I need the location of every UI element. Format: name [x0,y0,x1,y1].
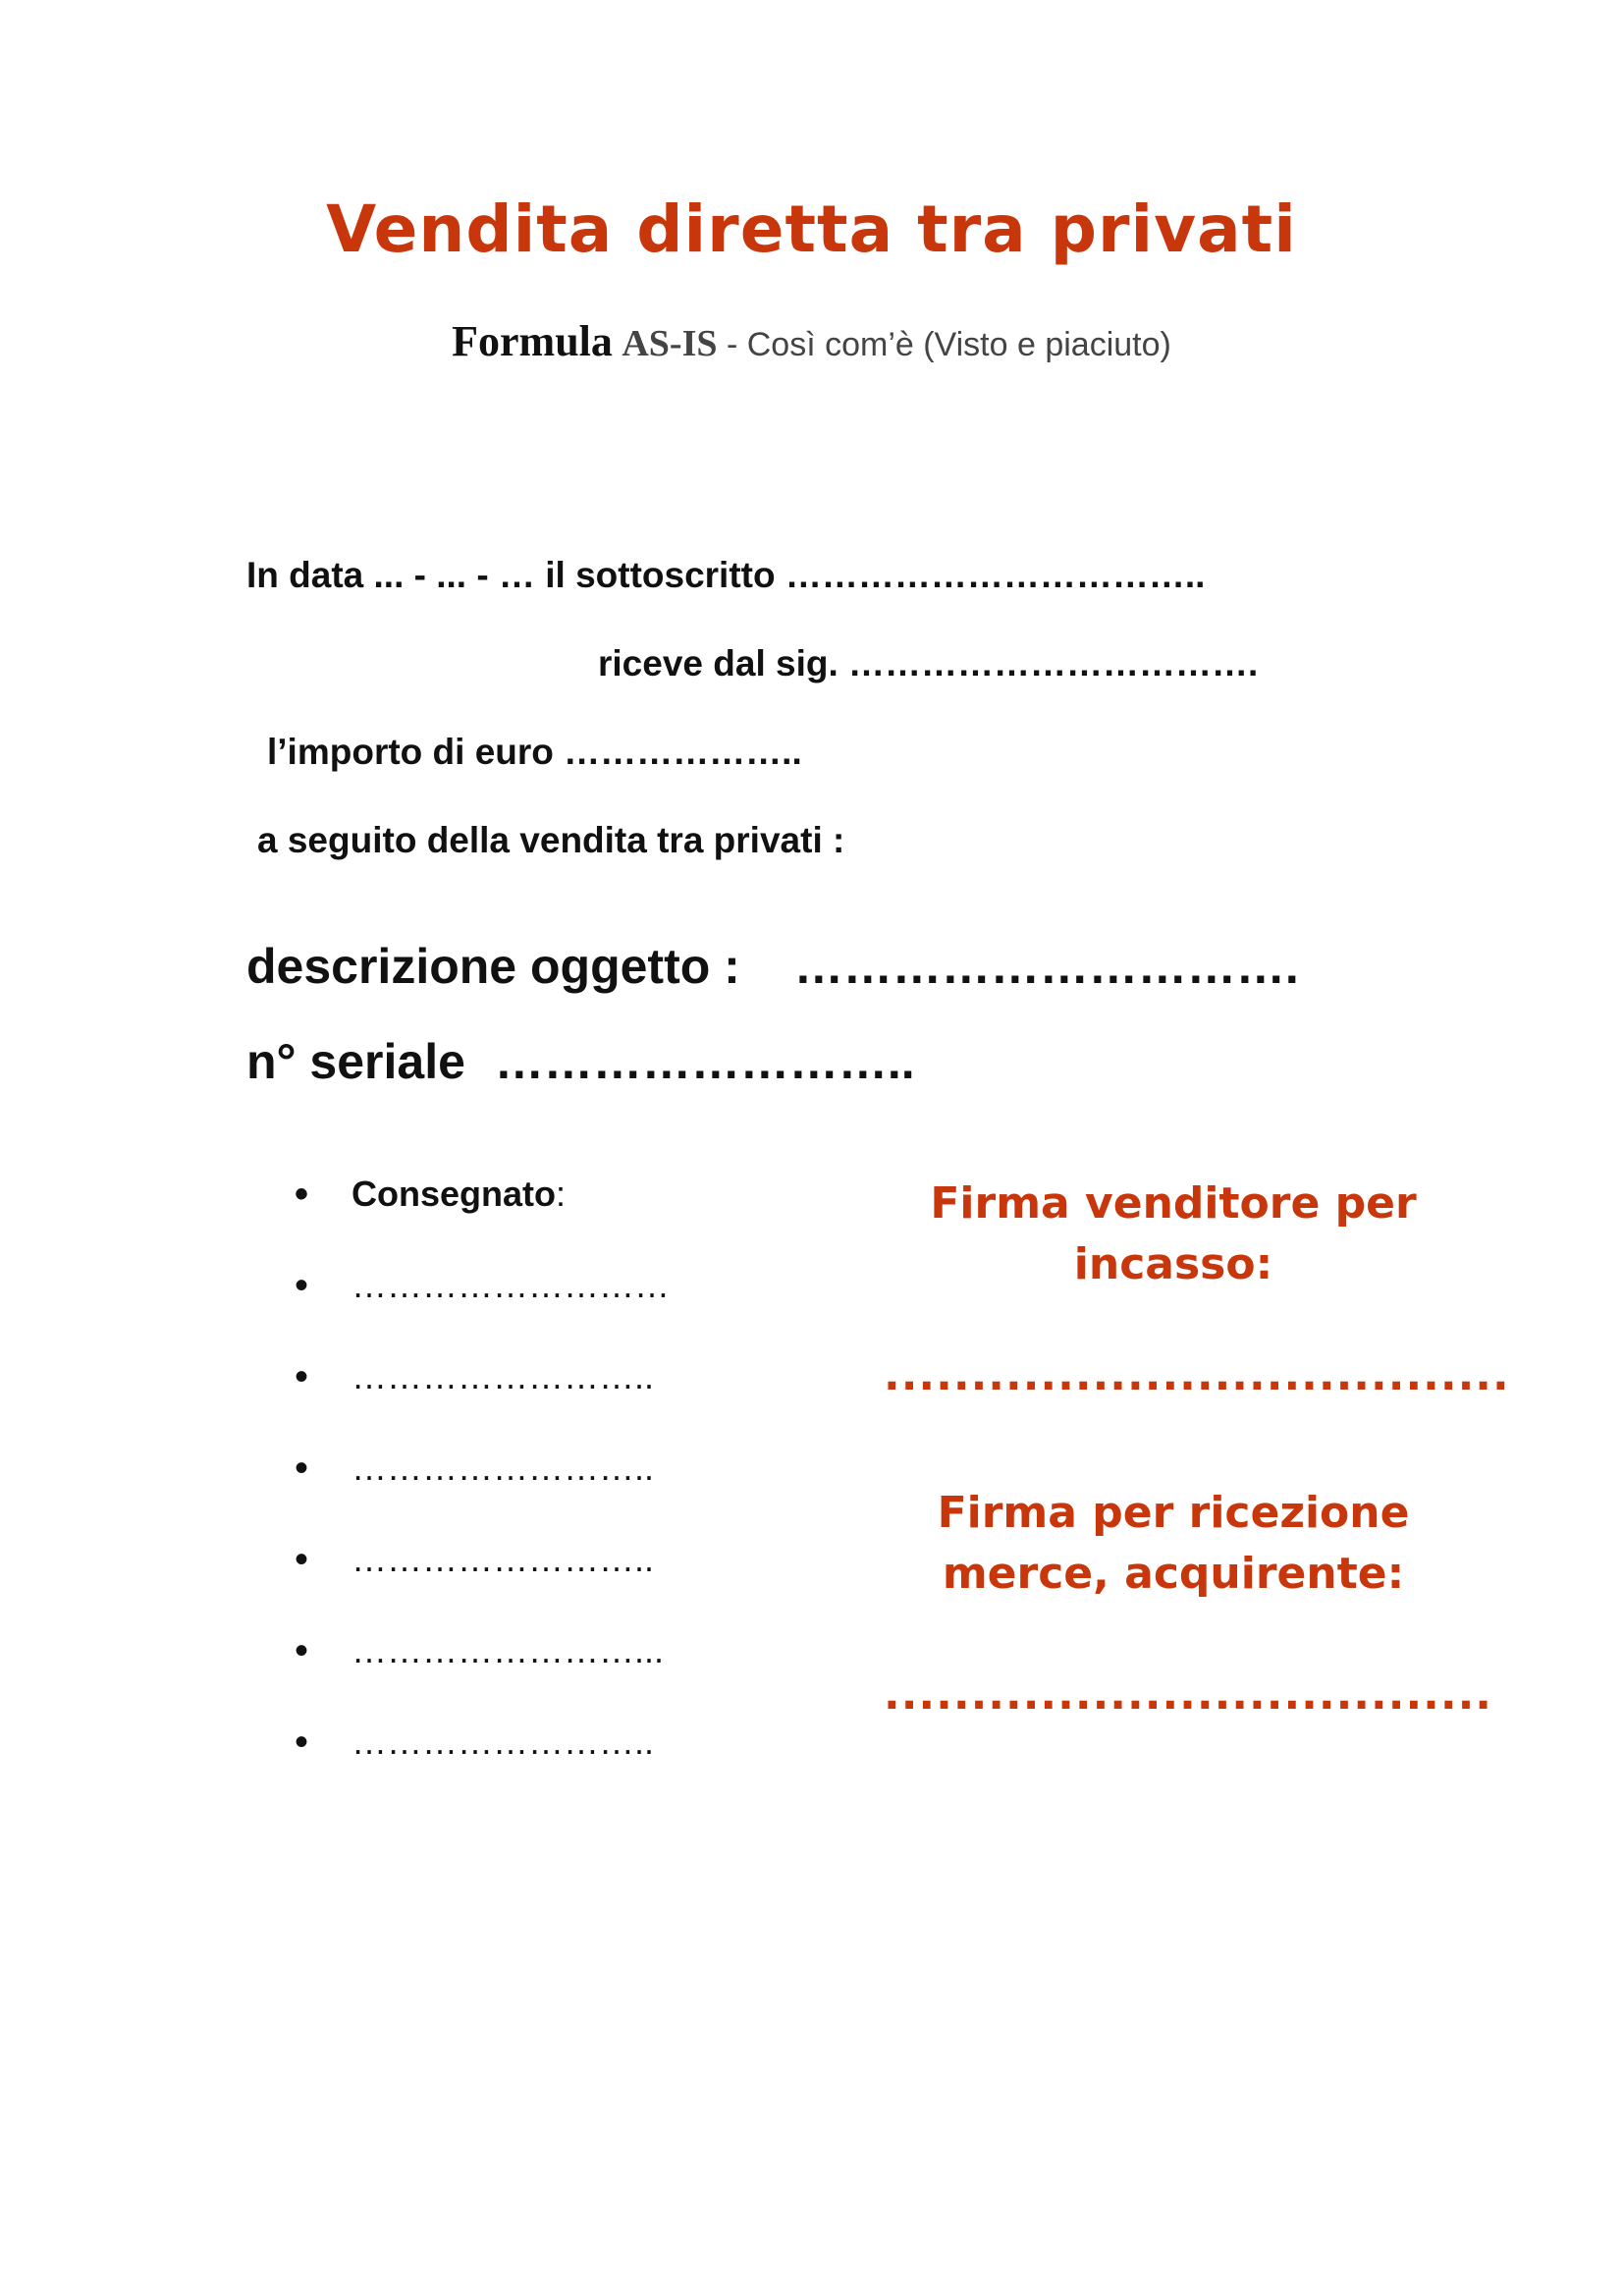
serial-row [246,1033,915,1090]
list-item: • …………………….. [295,1534,670,1625]
buyer-signature-heading: Firma per ricezione merce, acquirente: [937,1488,1410,1599]
delivered-label-item [295,1169,670,1260]
document-title: Vendita diretta tra privati [326,191,1297,267]
description-value: …………………………. [793,939,1299,994]
list-item: • …………………….. [295,1351,670,1443]
delivered-colon: : [556,1174,567,1214]
following-line: a seguito della vendita tra privati : [257,820,845,860]
subtitle-rest: - Così com’è (Visto e piaciuto) [717,326,1171,363]
buyer-signature-line: ................................... [884,1669,1493,1720]
list-item: • ……………………... [295,1625,670,1717]
description-label: descrizione oggetto : [246,939,740,994]
description-row [246,938,1299,995]
date-line: In data ... - ... - … il sottoscritto …………………………….. [246,555,1206,595]
list-item: • ……………………… [295,1260,670,1351]
serial-value: …………………….. [494,1034,915,1089]
serial-label: n° seriale [246,1034,465,1089]
list-item: • …………………….. [295,1717,670,1808]
seller-signature-heading: Firma venditore per incasso: [930,1178,1417,1289]
delivered-list [295,1169,670,1808]
subtitle-as-is: AS-IS [622,323,718,364]
subtitle-formula: Formula [452,317,613,365]
receives-line: riceve dal sig. ……………………………. [598,643,1259,683]
list-item: • …………………….. [295,1443,670,1534]
document-subtitle [0,316,1623,366]
delivered-label: Consegnato [352,1174,557,1214]
amount-line: l’importo di euro ……………….. [267,732,802,772]
seller-signature-line: .................................... [884,1350,1510,1400]
